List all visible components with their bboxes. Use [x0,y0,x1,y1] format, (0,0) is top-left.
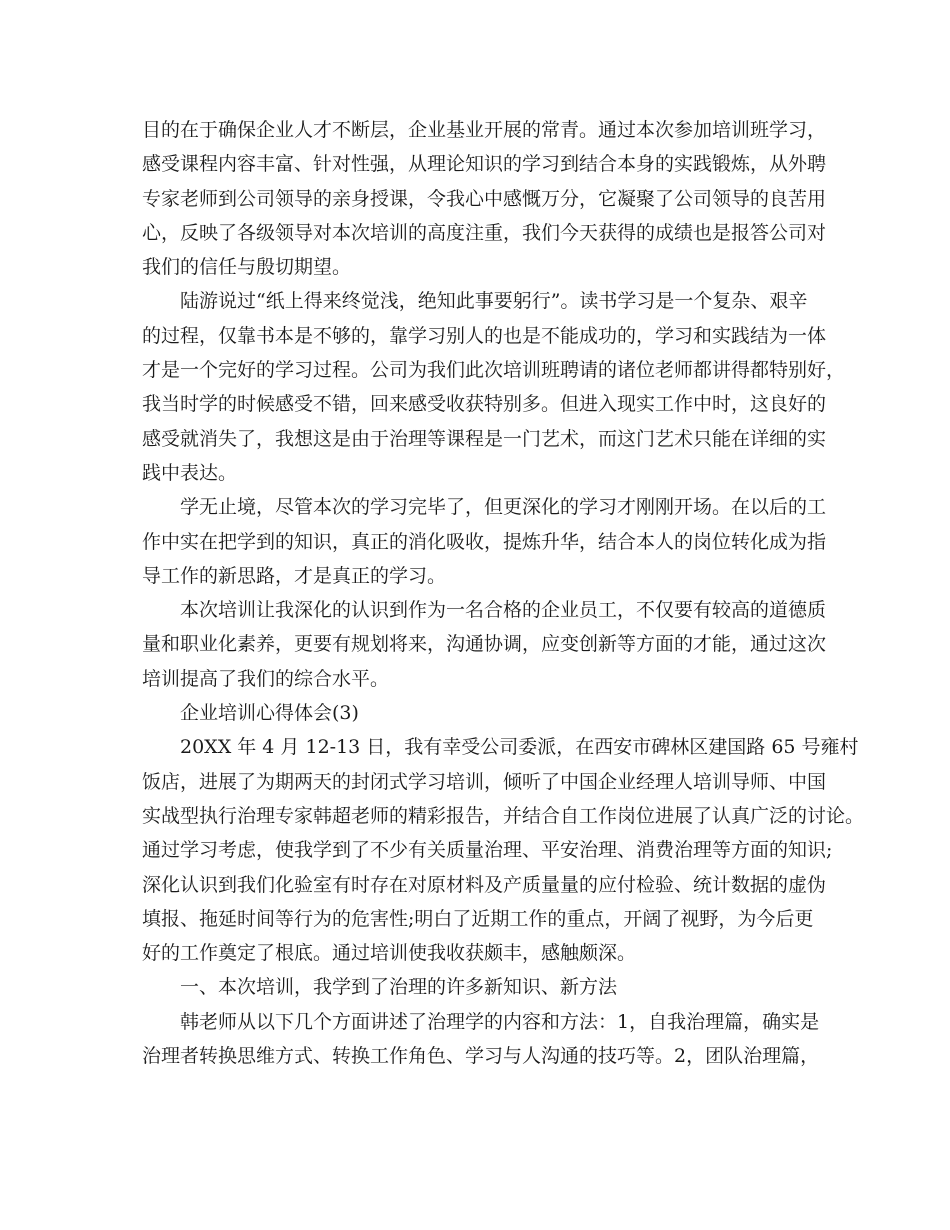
text-line: 目的在于确保企业人才不断层，企业基业开展的常青。通过本次参加培训班学习， [142,119,827,141]
text-line: 心，反映了各级领导对本次培训的高度注重，我们今天获得的成绩也是报答公司对 [142,221,827,244]
text-line: 通过学习考虑，使我学到了不少有关质量治理、平安治理、消费治理等方面的知识; [142,839,833,862]
text-line: 陆游说过“纸上得来终觉浅，绝知此事要躬行”。读书学习是一个复杂、艰辛 [180,290,808,313]
text-line: 深化认识到我们化验室有时存在对原材料及产质量量的应付检验、统计数据的虚伪 [142,873,827,896]
text-line: 一、本次培训，我学到了治理的许多新知识、新方法 [180,976,618,999]
text-line: 我们的信任与殷切期望。 [142,256,352,279]
text-line: 感受课程内容丰富、针对性强，从理论知识的学习到结合本身的实践锻炼，从外聘 [142,153,827,176]
text-line: 导工作的新思路，才是真正的学习。 [142,564,447,587]
text-line: 作中实在把学到的知识，真正的消化吸收，提炼升华，结合本人的岗位转化成为指 [142,530,827,553]
text-line: 20XX 年 4 月 12-13 日，我有幸受公司委派，在西安市碑林区建国路 65 号雍村 [180,736,859,759]
text-line: 的过程，仅靠书本是不够的，靠学习别人的也是不能成功的，学习和实践结为一体 [142,324,827,347]
text-line: 感受就消失了，我想这是由于治理等课程是一门艺术，而这门艺术只能在详细的实 [142,427,827,450]
text-line: 实战型执行治理专家韩超老师的精彩报告，并结合自工作岗位进展了认真广泛的讨论。 [142,804,865,827]
text-line: 专家老师到公司领导的亲身授课，令我心中感慨万分，它凝聚了公司领导的良苦用 [142,187,827,210]
document-body [142,113,865,1073]
text-line: 企业培训心得体会(3) [180,702,359,725]
text-line: 填报、拖延时间等行为的危害性;明白了近期工作的重点，开阔了视野，为今后更 [142,907,814,930]
text-line: 量和职业化素养，更要有规划将来，沟通协调，应变创新等方面的才能，通过这次 [142,633,827,656]
text-line: 好的工作奠定了根底。通过培训使我收获颇丰，感触颇深。 [142,942,637,965]
text-line: 我当时学的时候感受不错，回来感受收获特别多。但进入现实工作中时，这良好的 [142,393,827,416]
text-line: 治理者转换思维方式、转换工作角色、学习与人沟通的技巧等。2，团队治理篇， [142,1045,820,1068]
text-line: 培训提高了我们的综合水平。 [142,667,390,690]
text-line: 韩老师从以下几个方面讲述了治理学的内容和方法：1，自我治理篇，确实是 [180,1010,820,1033]
text-line: 学无止境，尽管本次的学习完毕了，但更深化的学习才刚刚开场。在以后的工 [180,496,827,519]
text-line: 才是一个完好的学习过程。公司为我们此次培训班聘请的诸位老师都讲得都特别好， [142,359,846,382]
text-line: 饭店，进展了为期两天的封闭式学习培训，倾听了中国企业经理人培训导师、中国 [142,770,827,793]
text-line: 本次培训让我深化的认识到作为一名合格的企业员工，不仅要有较高的道德质 [180,599,827,622]
text-line: 践中表达。 [142,461,238,484]
